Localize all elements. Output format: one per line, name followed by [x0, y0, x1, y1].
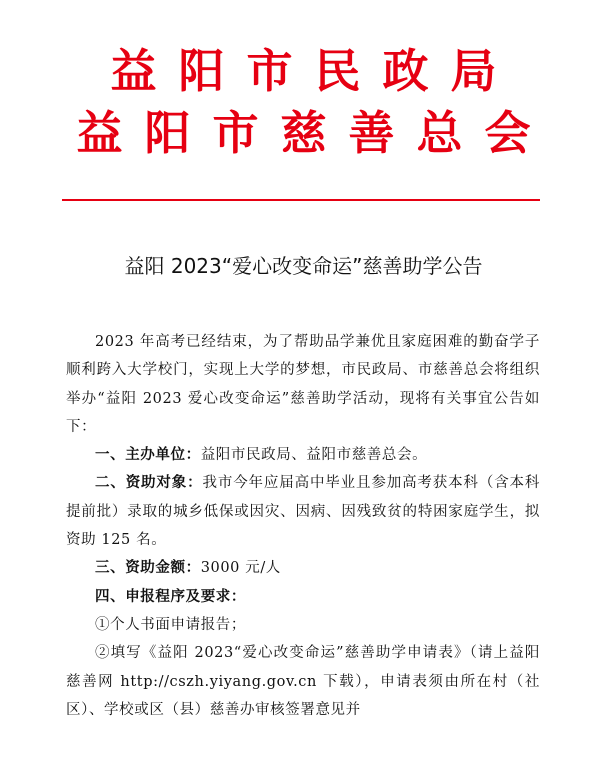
procedure-item-1: ①个人书面申请报告； — [95, 616, 246, 633]
letterhead-divider — [62, 199, 540, 201]
section-organizer-text: 益阳市民政局、益阳市慈善总会。 — [200, 447, 428, 464]
section-beneficiaries-text: 我市今年应届高中毕业且参加高考获本科（含本科提前批）录取的城乡低保或因灾、因病、因残致贫的特困家庭学生，拟资助 125 名。 — [66, 475, 541, 549]
letterhead — [0, 40, 607, 164]
section-procedure — [66, 583, 540, 611]
section-amount — [66, 554, 540, 582]
org-name-civil-affairs: 益阳市民政局 — [110, 44, 519, 98]
section-organizer — [66, 441, 540, 469]
section-beneficiaries — [66, 469, 540, 554]
section-organizer-label: 一、主办单位： — [95, 447, 201, 464]
section-beneficiaries-label: 二、资助对象： — [95, 475, 203, 492]
org-name-charity-federation: 益阳市慈善总会 — [76, 106, 553, 160]
intro-paragraph: 2023 年高考已经结束，为了帮助品学兼优且家庭困难的勤奋学子顺利跨入大学校门，实现上大学的梦想，市民政局、市慈善总会将组织举办“益阳 2023 爱心改变命运”慈善助学活动，现将有关事宜公告如下： — [66, 334, 540, 435]
document-title: 益阳 2023“爱心改变命运”慈善助学公告 — [124, 254, 483, 278]
section-amount-text: 3000 元/人 — [200, 560, 281, 577]
section-amount-label: 三、资助金额： — [95, 560, 201, 577]
document-body — [66, 328, 540, 724]
section-procedure-label: 四、申报程序及要求： — [95, 588, 246, 605]
procedure-item-2: ②填写《益阳 2023“爱心改变命运”慈善助学申请表》（请上益阳慈善网 http://cszh.yiyang.gov.cn 下载），申请表须由所在村（社区）、学校或区（县）慈善办审核签署意见并 — [66, 645, 540, 718]
